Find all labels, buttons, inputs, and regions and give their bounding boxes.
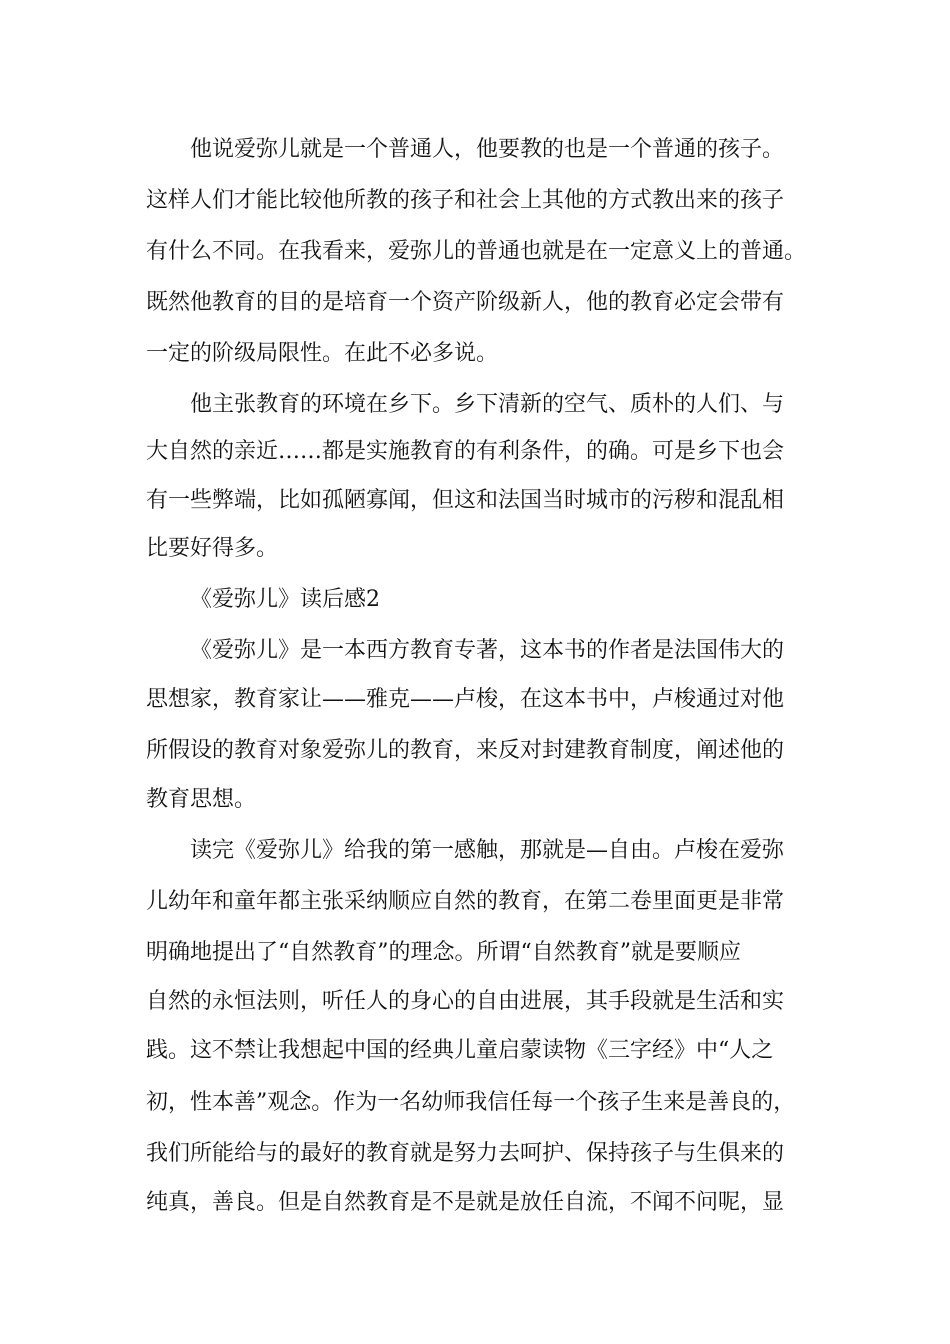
p4-line-5: 践。这不禁让我想起中国的经典儿童启蒙读物《三字经》中“人之 bbox=[146, 1038, 774, 1063]
p3-line-1: 《爱弥儿》是一本西方教育专著，这本书的作者是法国伟大的 bbox=[190, 638, 785, 663]
p1-line-5: 一定的阶级局限性。在此不必多说。 bbox=[146, 341, 499, 366]
p4-line-1: 读完《爱弥儿》给我的第一感触，那就是—自由。卢梭在爱弥 bbox=[190, 838, 785, 863]
section-heading: 《爱弥儿》读后感2 bbox=[190, 587, 380, 612]
p2-line-3: 有一些弊端，比如孤陋寡闻，但这和法国当时城市的污秽和混乱相 bbox=[146, 488, 785, 513]
p1-line-2: 这样人们才能比较他所教的孩子和社会上其他的方式教出来的孩子 bbox=[146, 188, 785, 213]
p4-line-8: 纯真，善良。但是自然教育是不是就是放任自流，不闻不问呢，显 bbox=[146, 1190, 785, 1215]
p2-line-1: 他主张教育的环境在乡下。乡下清新的空气、质朴的人们、与 bbox=[190, 392, 785, 417]
p4-line-6: 初，性本善”观念。作为一名幼师我信任每一个孩子生来是善良的， bbox=[146, 1090, 796, 1115]
p1-line-3: 有什么不同。在我看来，爱弥儿的普通也就是在一定意义上的普通。 bbox=[146, 239, 807, 264]
p4-line-7: 我们所能给与的最好的教育就是努力去呵护、保持孩子与生俱来的 bbox=[146, 1141, 785, 1166]
p1-line-4: 既然他教育的目的是培育一个资产阶级新人，他的教育必定会带有 bbox=[146, 290, 785, 315]
p2-line-2: 大自然的亲近……都是实施教育的有利条件，的确。可是乡下也会 bbox=[146, 439, 785, 464]
p3-line-2: 思想家，教育家让——雅克——卢梭，在这本书中，卢梭通过对他 bbox=[146, 687, 785, 712]
p3-line-4: 教育思想。 bbox=[146, 787, 257, 812]
p4-line-4: 自然的永恒法则，听任人的身心的自由进展，其手段就是生活和实 bbox=[146, 989, 785, 1014]
p3-line-3: 所假设的教育对象爱弥儿的教育，来反对封建教育制度，阐述他的 bbox=[146, 738, 785, 763]
p1-line-1: 他说爱弥儿就是一个普通人，他要教的也是一个普通的孩子。 bbox=[190, 137, 785, 162]
p4-line-3: 明确地提出了“自然教育”的理念。所谓“自然教育”就是要顺应 bbox=[146, 940, 741, 965]
p2-line-4: 比要好得多。 bbox=[146, 536, 279, 561]
p4-line-2: 儿幼年和童年都主张采纳顺应自然的教育，在第二卷里面更是非常 bbox=[146, 889, 785, 914]
